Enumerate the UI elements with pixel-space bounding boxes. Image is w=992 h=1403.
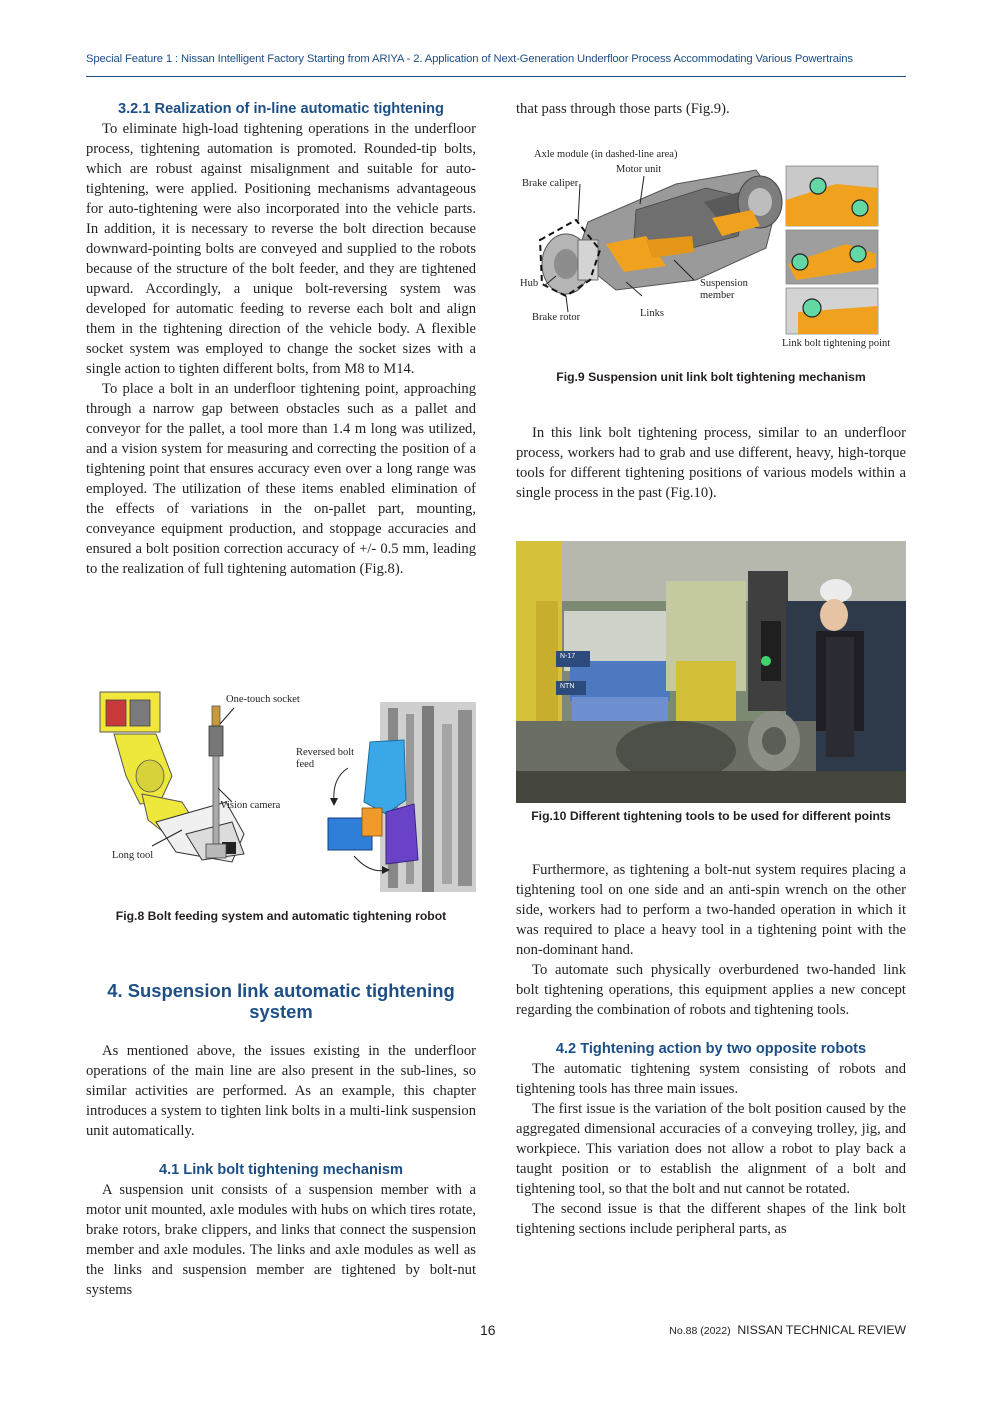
label-suspension-member: Suspension member bbox=[700, 278, 748, 301]
left-column-top bbox=[86, 99, 476, 579]
label-one-touch-socket: One-touch socket bbox=[226, 694, 300, 705]
fig9-caption: Fig.9 Suspension unit link bolt tightening mechanism bbox=[556, 370, 866, 384]
paragraph-fig9-ref: that pass through those parts (Fig.9). bbox=[516, 101, 730, 117]
section-3-2-1-heading: 3.2.1 Realization of in-line automatic tightening bbox=[118, 101, 444, 117]
label-reversed-bolt-feed: Reversed bolt feed bbox=[296, 747, 355, 770]
right-column-bottom bbox=[516, 860, 906, 1239]
section-4-heading: 4. Suspension link automatic tightening system bbox=[107, 980, 455, 1022]
fig8-caption: Fig.8 Bolt feeding system and automatic tightening robot bbox=[115, 909, 447, 923]
footer-journal bbox=[669, 1323, 906, 1337]
header-rule bbox=[86, 76, 906, 77]
robot-arm-drawing bbox=[100, 692, 244, 862]
label-brake-rotor: Brake rotor bbox=[532, 312, 581, 323]
fig8-robot-illustration bbox=[86, 684, 478, 902]
right-column-mid bbox=[516, 423, 906, 503]
paragraph-second-issue: The second issue is that the different shapes of the link bolt tightening sections include peripheral parts, as bbox=[516, 1201, 906, 1237]
paragraph-two-handed: Furthermore, as tightening a bolt-nut system requires placing a tightening tool on one side and an anti-spin wrench on the other side, workers had to perform a two-handed operation in which it was required to place a heavy tool in a tightening point with the non-dominant hand. bbox=[516, 862, 906, 958]
sign-n17: N-17 bbox=[560, 653, 576, 660]
section-4-2-heading: 4.2 Tightening action by two opposite robots bbox=[555, 1041, 867, 1057]
issue-number: No.88 (2022) bbox=[669, 1325, 731, 1337]
paragraph-first-issue: The first issue is the variation of the bolt position caused by the aggregated dimensional accuracies of a conveying trolley, jig, and workpiece. This variation does not allow a robot to play back a taught position or to establish the alignment of a bolt and tightening tool, so that the bolt and nut cannot be rotated. bbox=[516, 1101, 906, 1197]
fig10-drawing bbox=[516, 541, 906, 803]
label-axle-module: Axle module (in dashed-line area) bbox=[534, 149, 678, 160]
label-vision-camera: Vision camera bbox=[220, 800, 281, 811]
fig9-suspension-illustration bbox=[516, 140, 906, 354]
paragraph-heavy-tools: In this link bolt tightening process, similar to an underfloor process, workers had to grab and use different, heavy, high-torque tools for different tightening positions of various models within a single process in the past (Fig.10). bbox=[516, 425, 906, 501]
label-motor-unit: Motor unit bbox=[616, 164, 662, 175]
label-long-tool: Long tool bbox=[112, 850, 154, 861]
label-links: Links bbox=[640, 308, 664, 319]
paragraph-bolt-automation: To eliminate high-load tightening operations in the underfloor process, tightening automation is promoted. Rounded-tip bolts, which are robust against misalignment and suitable for auto-tightening, were applied. Positioning mechanisms advantageous for auto-tightening were also incorporated into the vehicle parts. In addition, it is necessary to reverse the bolt direction because downward-pointing bolts are conveyed and supplied to the robots because of the structure of the bolt feeder, and they are tightened upward. Accordingly, a unique bolt-reversing system was developed for automatic feeding to reverse each bolt and align them in the tightening direction of the vehicle body. A flexible socket system was employed to change the socket sizes with a single action to tighten different bolts, from M8 to M14. bbox=[86, 121, 476, 377]
sign-ntn: NTN bbox=[560, 683, 575, 690]
tightening-point-thumbnails bbox=[786, 166, 878, 334]
paragraph-long-tool: To place a bolt in an underfloor tightening point, approaching through a narrow gap between obstacles such as a pallet and conveyor for the pallet, a tool more than 1.4 m long was utilized, and a vision system for measuring and correcting the position of a tightening point that ensures accuracy even over a long range was employed. The utilization of these items enabled elimination of the effects of variations in the on-pallet part, mounting, conveyance equipment production, and stoppage accuracies and ensured a bolt position correction accuracy of +/- 0.5 mm, leading to the realization of full tightening automation (Fig.8). bbox=[86, 381, 476, 577]
paragraph-new-concept: To automate such physically overburdened two-handed link bolt tightening operations, this equipment applies a new concept regarding the combination of robots and tightening tools. bbox=[516, 962, 906, 1018]
label-link-bolt-tightening-point: Link bolt tightening point bbox=[782, 338, 891, 349]
paragraph-suspension-unit: A suspension unit consists of a suspension member with a motor unit mounted, axle modules with hubs on which tires rotate, brake rotors, brake clippers, and links that connect the suspension member and axle modules. The links and axle modules as well as the links and suspension member are tightened by bolt-nut systems bbox=[86, 1182, 476, 1298]
fig10-factory-photo bbox=[516, 541, 906, 803]
paragraph-sub-lines: As mentioned above, the issues existing in the underfloor operations of the main line are also present in the sub-lines, so similar activities are performed. As an example, this chapter introduces a system to tighten link bolts in a multi-link suspension unit automatically. bbox=[86, 1043, 476, 1139]
page-number: 16 bbox=[480, 1322, 496, 1338]
left-column-bottom bbox=[86, 980, 476, 1300]
label-hub: Hub bbox=[520, 278, 539, 289]
journal-name: NISSAN TECHNICAL REVIEW bbox=[737, 1323, 906, 1337]
label-brake-caliper: Brake caliper bbox=[522, 178, 579, 189]
fig10-caption: Fig.10 Different tightening tools to be used for different points bbox=[531, 809, 891, 823]
section-4-1-heading: 4.1 Link bolt tightening mechanism bbox=[158, 1162, 404, 1178]
running-header: Special Feature 1 : Nissan Intelligent Factory Starting from ARIYA - 2. Application of Next-Generation Underfloor Process Accommodating Various Powertrains bbox=[86, 53, 853, 65]
bolt-feeder-drawing bbox=[328, 702, 476, 892]
paragraph-three-issues: The automatic tightening system consisting of robots and tightening tools has three main issues. bbox=[516, 1061, 906, 1097]
right-column-top bbox=[516, 99, 906, 119]
fig8-drawing bbox=[86, 684, 478, 902]
